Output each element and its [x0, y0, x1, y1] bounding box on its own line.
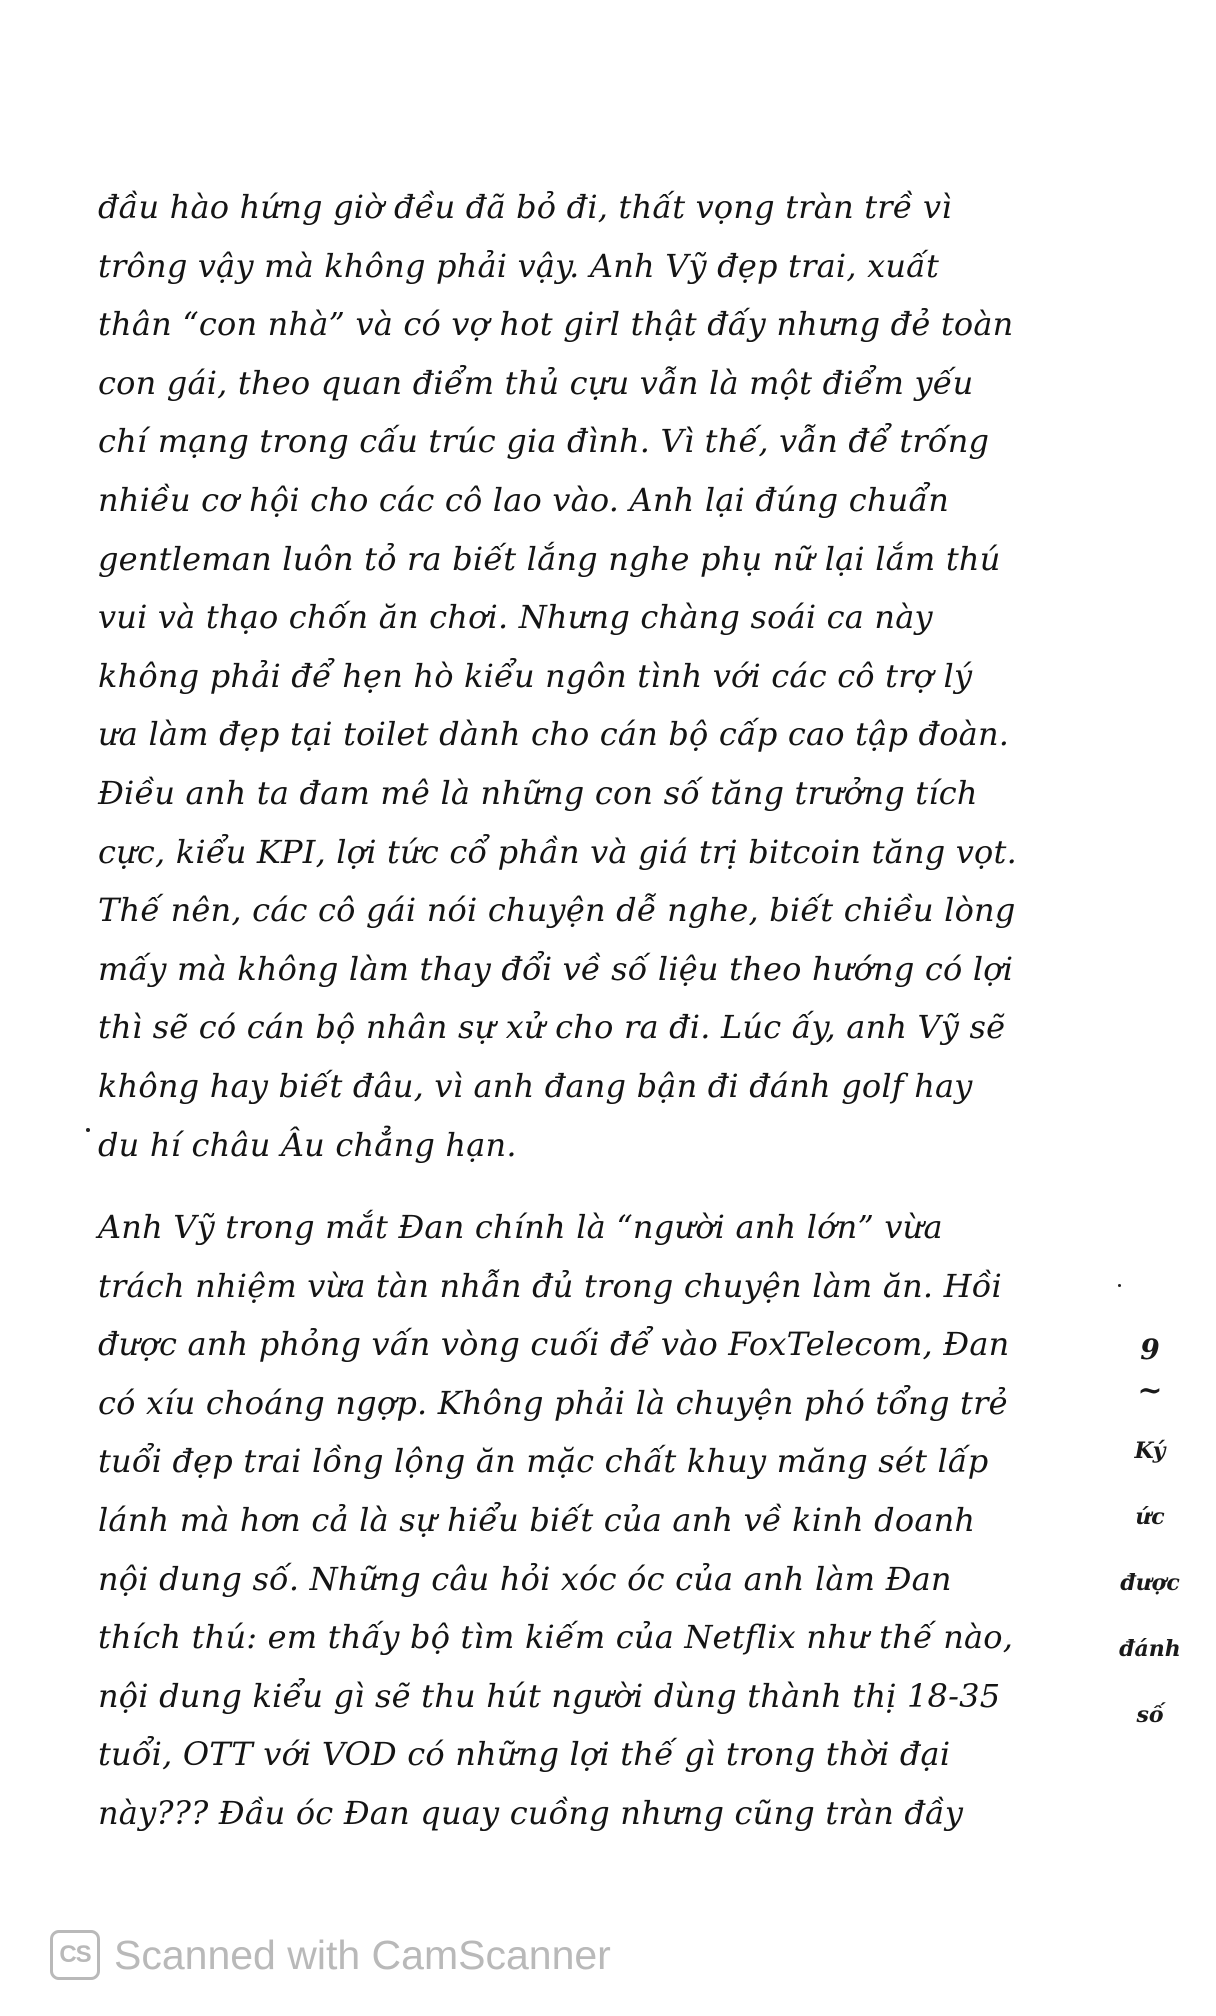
- text-line: thích thú: em thấy bộ tìm kiếm của Netflix như thế nào,: [98, 1618, 1014, 1657]
- text-line: nhiều cơ hội cho các cô lao vào. Anh lại đúng chuẩn: [98, 480, 950, 519]
- camscanner-logo-icon: CS: [50, 1930, 100, 1980]
- text-line: mấy mà không làm thay đổi về số liệu theo hướng có lợi: [98, 949, 1014, 988]
- text-line: đầu hào hứng giờ đều đã bỏ đi, thất vọng tràn trề vì: [98, 188, 952, 226]
- title-word: số: [1136, 1702, 1164, 1728]
- scanner-watermark: [50, 1925, 611, 1985]
- title-separator: ~: [1137, 1373, 1163, 1408]
- watermark-text: Scanned with CamScanner: [114, 1931, 611, 1978]
- text-line: không phải để hẹn hò kiểu ngôn tình với các cô trợ lý: [98, 656, 973, 695]
- title-word: được: [1120, 1570, 1180, 1596]
- ink-speck: [1118, 1284, 1121, 1287]
- text-line: du hí châu Âu chẳng hạn.: [98, 1125, 517, 1164]
- body-text: [98, 178, 1058, 1843]
- ink-speck: [86, 1128, 90, 1132]
- text-line: con gái, theo quan điểm thủ cựu vẫn là một điểm yếu: [98, 363, 974, 402]
- text-line: tuổi, OTT với VOD có những lợi thế gì trong thời đại: [98, 1735, 951, 1774]
- page-number: 9: [1140, 1333, 1160, 1366]
- text-line: nội dung kiểu gì sẽ thu hút người dùng thành thị 18-35: [98, 1676, 1001, 1715]
- text-line: thân “con nhà” và có vợ hot girl thật đấy nhưng đẻ toàn: [98, 305, 1014, 344]
- text-line: trông vậy mà không phải vậy. Anh Vỹ đẹp trai, xuất: [98, 246, 939, 285]
- title-word: đánh: [1119, 1636, 1181, 1662]
- text-line: này??? Đầu óc Đan quay cuồng nhưng cũng tràn đầy: [98, 1794, 964, 1833]
- text-line: có xíu choáng ngợp. Không phải là chuyện phó tổng trẻ: [98, 1383, 1008, 1422]
- text-line: chí mạng trong cấu trúc gia đình. Vì thế, vẫn để trống: [98, 422, 990, 461]
- text-line: lánh mà hơn cả là sự hiểu biết của anh về kinh doanh: [98, 1501, 976, 1540]
- text-line: cực, kiểu KPI, lợi tức cổ phần và giá trị bitcoin tăng vọt.: [98, 832, 1017, 871]
- text-line: Thế nên, các cô gái nói chuyện dễ nghe, biết chiều lòng: [98, 891, 1016, 930]
- title-word: ức: [1135, 1504, 1165, 1530]
- text-line: gentleman luôn tỏ ra biết lắng nghe phụ nữ lại lắm thú: [98, 539, 1001, 578]
- running-title: [1100, 1330, 1200, 1766]
- text-line: được anh phỏng vấn vòng cuối để vào FoxTelecom, Đan: [98, 1325, 1010, 1364]
- text-line: ưa làm đẹp tại toilet dành cho cán bộ cấp cao tập đoàn.: [98, 715, 1010, 754]
- text-line: thì sẽ có cán bộ nhân sự xử cho ra đi. Lúc ấy, anh Vỹ sẽ: [98, 1008, 1006, 1047]
- text-line: Điều anh ta đam mê là những con số tăng trưởng tích: [98, 773, 978, 812]
- text-line: trách nhiệm vừa tàn nhẫn đủ trong chuyện làm ăn. Hồi: [98, 1266, 1002, 1305]
- text-line: Anh Vỹ trong mắt Đan chính là “người anh lớn” vừa: [98, 1208, 943, 1247]
- paragraph-gap: [98, 1174, 1058, 1198]
- title-word: Ký: [1134, 1438, 1166, 1464]
- text-line: tuổi đẹp trai lồng lộng ăn mặc chất khuy măng sét lấp: [98, 1442, 989, 1481]
- text-line: vui và thạo chốn ăn chơi. Nhưng chàng soái ca này: [98, 598, 933, 637]
- text-line: không hay biết đâu, vì anh đang bận đi đánh golf hay: [98, 1066, 973, 1105]
- text-line: nội dung số. Những câu hỏi xóc óc của anh làm Đan: [98, 1559, 952, 1598]
